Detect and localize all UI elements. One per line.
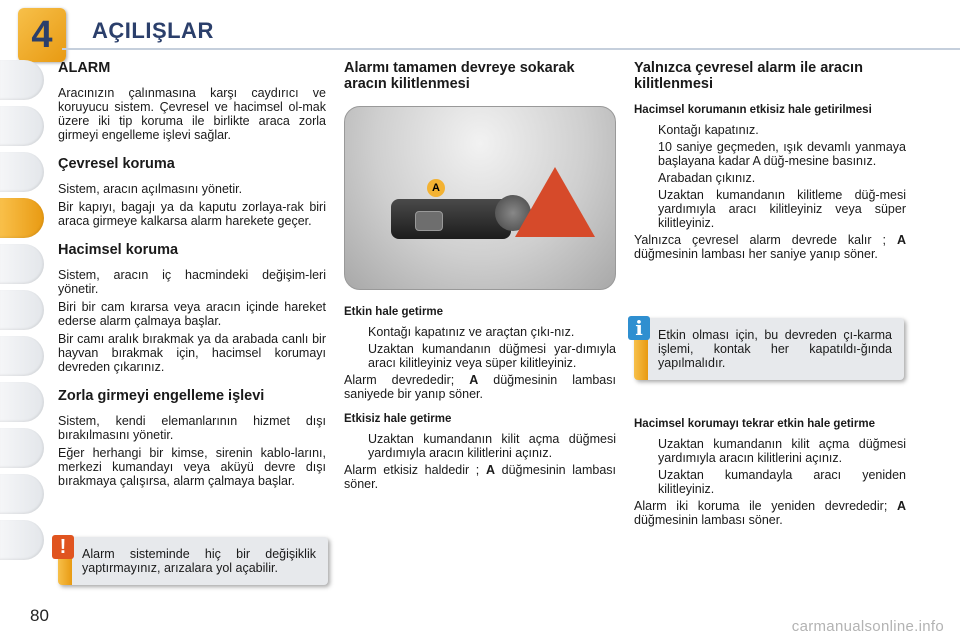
activate-status bbox=[344, 373, 616, 401]
status-text: Alarm devrededir; bbox=[344, 373, 470, 387]
list-item-text: Kontağı kapatınız ve araçtan çıkı-nız. bbox=[368, 325, 575, 339]
status-text: Alarm etkisiz haldedir ; bbox=[344, 463, 486, 477]
column-right bbox=[634, 60, 906, 265]
volumetric-text-2: Biri bir cam kırarsa veya aracın içinde hareket ederse alarm çalmaya başlar. bbox=[58, 300, 326, 328]
chapter-tab[interactable] bbox=[0, 290, 44, 330]
list-item bbox=[344, 342, 616, 370]
info-icon: i bbox=[628, 316, 650, 340]
warning-note-text: Alarm sisteminde hiç bir değişiklik yaptırmayınız, arızalara yol açabilir. bbox=[82, 547, 316, 575]
volumetric-heading: Hacimsel koruma bbox=[58, 242, 179, 258]
disable-volumetric-heading: Hacimsel korumanın etkisiz hale getirilmesi bbox=[634, 104, 872, 116]
list-item-text: Uzaktan kumandayla aracı yeniden kilitleyiniz. bbox=[658, 468, 906, 496]
list-item bbox=[634, 123, 906, 137]
column-right-lower bbox=[634, 418, 906, 531]
deactivate-heading: Etkisiz hale getirme bbox=[344, 413, 452, 425]
list-item bbox=[344, 325, 616, 339]
button-ref: A bbox=[896, 499, 906, 513]
reenable-status bbox=[634, 499, 906, 527]
status-text: düğmesinin lambası söner. bbox=[634, 513, 783, 527]
perimeter-text-2: Bir kapıyı, bagajı ya da kaputu zorlaya-rak biri araca girmeye kalkarsa alarm harekete geçer. bbox=[58, 200, 326, 228]
activate-heading: Etkin hale getirme bbox=[344, 306, 444, 318]
alarm-button-a bbox=[415, 211, 443, 231]
alarm-heading: ALARM bbox=[58, 60, 111, 76]
chapter-badge: 4 bbox=[18, 8, 66, 62]
full-alarm-heading: Alarmı tamamen devreye sokarak aracın kilitlenmesi bbox=[344, 60, 575, 92]
button-ref: A bbox=[896, 233, 906, 247]
column-middle bbox=[344, 60, 616, 495]
list-item-text: Uzaktan kumandanın düğmesi yar-dımıyla aracı kilitleyiniz veya süper kilitleyiniz. bbox=[368, 342, 616, 370]
chapter-tab[interactable] bbox=[0, 474, 44, 514]
list-item bbox=[634, 171, 906, 185]
chapter-tab[interactable] bbox=[0, 428, 44, 468]
info-note-text: Etkin olması için, bu devreden çı-karma işlemi, kontak her kapatıldı-ğında yapılmalıdır. bbox=[658, 328, 892, 370]
list-item bbox=[634, 140, 906, 168]
title-bar bbox=[62, 10, 960, 50]
chapter-tab-active[interactable] bbox=[0, 198, 44, 238]
chapter-tab[interactable] bbox=[0, 152, 44, 192]
volumetric-text-1: Sistem, aracın iç hacmindeki değişim-leri yönetir. bbox=[58, 268, 326, 296]
status-text: Yalnızca çevresel alarm devrede kalır ; bbox=[634, 233, 897, 247]
status-text: düğmesinin lambası her saniye yanıp söner. bbox=[634, 247, 878, 261]
antitamper-text-2: Eğer herhangi bir kimse, sirenin kablo-larını, merkezi kumandayı veya aküyü devre dışı bırakmaya çalışırsa, alarm çalmaya başlar. bbox=[58, 446, 326, 488]
alarm-description: Aracınızın çalınmasına karşı caydırıcı ve koruyucu sistem. Çevresel ve hacimsel ol-mak üzere iki tip koruma ile birlikte araca zorla girmeyi engelleme işlevi sağlar. bbox=[58, 86, 326, 142]
alarm-button-photo bbox=[344, 106, 616, 290]
list-item bbox=[634, 188, 906, 230]
deactivate-status bbox=[344, 463, 616, 491]
chapter-tab[interactable] bbox=[0, 244, 44, 284]
watermark: carmanualsonline.info bbox=[791, 618, 944, 635]
list-item-text: Uzaktan kumandanın kilitleme düğ-mesi yardımıyla aracı kilitleyiniz veya süper kilitleyiniz. bbox=[658, 188, 906, 230]
hazard-triangle-icon bbox=[515, 167, 595, 237]
info-note bbox=[634, 318, 904, 380]
chapter-tab[interactable] bbox=[0, 520, 44, 560]
status-text: düğmesinin lambası saniyede bir yanıp söner. bbox=[344, 373, 616, 401]
button-ref: A bbox=[485, 463, 495, 477]
list-item bbox=[634, 437, 906, 465]
chapter-tab[interactable] bbox=[0, 382, 44, 422]
list-item-text: 10 saniye geçmeden, ışık devamlı yanmaya başlayana kadar A düğ-mesine basınız. bbox=[658, 140, 906, 168]
list-item bbox=[344, 432, 616, 460]
chapter-tab[interactable] bbox=[0, 60, 44, 100]
perimeter-heading: Çevresel koruma bbox=[58, 156, 175, 172]
list-item-text: Uzaktan kumandanın kilit açma düğmesi yardımıyla aracın kilitlerini açınız. bbox=[658, 437, 906, 465]
list-item-text: Arabadan çıkınız. bbox=[658, 171, 756, 185]
page-title: AÇILIŞLAR bbox=[92, 18, 214, 43]
photo-label-a: A bbox=[427, 179, 445, 197]
status-text: Alarm iki koruma ile yeniden devrededir; bbox=[634, 499, 897, 513]
title-underline bbox=[62, 48, 960, 50]
antitamper-heading: Zorla girmeyi engelleme işlevi bbox=[58, 388, 265, 404]
list-item bbox=[634, 468, 906, 496]
list-item-text: Uzaktan kumandanın kilit açma düğmesi yardımıyla aracın kilitlerini açınız. bbox=[368, 432, 616, 460]
chapter-tab[interactable] bbox=[0, 336, 44, 376]
perimeter-text-1: Sistem, aracın açılmasını yönetir. bbox=[58, 182, 243, 196]
volumetric-text-3: Bir camı aralık bırakmak ya da arabada canlı bir hayvan bırakmak için, hacimsel korumayı devreden çıkarınız. bbox=[58, 332, 326, 374]
ceiling-panel bbox=[391, 199, 511, 239]
page-number: 80 bbox=[30, 606, 49, 625]
column-left bbox=[58, 60, 326, 492]
chapter-tabs bbox=[0, 60, 44, 566]
antitamper-text-1: Sistem, kendi elemanlarının hizmet dışı bırakılmasını yönetir. bbox=[58, 414, 326, 442]
button-ref: A bbox=[469, 373, 479, 387]
disable-volumetric-status bbox=[634, 233, 906, 261]
perimeter-only-heading: Yalnızca çevresel alarm ile aracın kilitlenmesi bbox=[634, 60, 863, 92]
reenable-heading: Hacimsel korumayı tekrar etkin hale getirme bbox=[634, 418, 875, 430]
list-item-text: Kontağı kapatınız. bbox=[658, 123, 759, 137]
warning-icon: ! bbox=[52, 535, 74, 559]
warning-note bbox=[58, 537, 328, 585]
status-text: düğmesinin lambası söner. bbox=[344, 463, 616, 491]
chapter-tab[interactable] bbox=[0, 106, 44, 146]
